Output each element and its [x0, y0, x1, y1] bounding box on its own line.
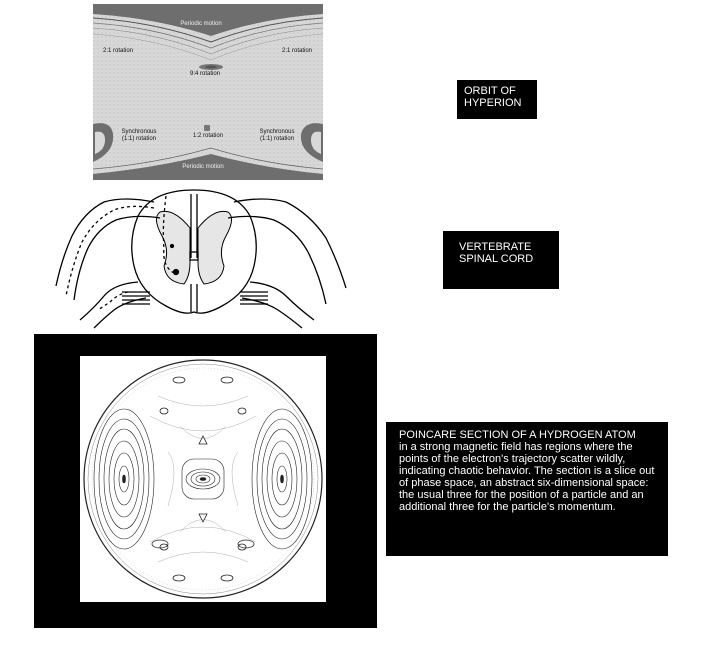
hyperion-phase-plot: [93, 4, 323, 180]
hyperion-caption: ORBIT OF HYPERION: [457, 80, 537, 119]
poincare-section-plot: [80, 356, 326, 602]
periodic-motion-bottom-label: Periodic motion: [182, 164, 224, 170]
spinal-cord-caption: VERTEBRATE SPINAL CORD: [443, 231, 559, 289]
synchronous-rotation-left-label: Synchronous (1:1) rotation: [121, 129, 157, 142]
spinal-cord-diagram: [34, 188, 354, 330]
rotation-9-4-label: 9:4 rotation: [189, 71, 221, 77]
hyperion-phase-space-image: [93, 4, 323, 180]
poincare-caption-title: POINCARE SECTION OF A HYDROGEN ATOM: [399, 429, 636, 441]
spinal-cord-drawing: [34, 188, 354, 330]
poincare-caption-body: in a strong magnetic field has regions where the points of the electron's trajectory scatter wildly, indicating chaotic behavior. The section is a slice out of phase space, an abstract six-dimensional space: the usual three for the position of a particle and an additional three for the particle's momentum.: [399, 441, 655, 513]
poincare-caption: [386, 422, 668, 556]
rotation-2-1-left-label: 2:1 rotation: [102, 48, 134, 54]
synchronous-rotation-right-label: Synchronous (1:1) rotation: [259, 129, 295, 142]
rotation-2-1-right-label: 2:1 rotation: [281, 48, 313, 54]
rotation-1-2-label: 1:2 rotation: [192, 133, 224, 139]
periodic-motion-top-label: Periodic motion: [180, 21, 222, 27]
poincare-section-image: [80, 356, 326, 602]
